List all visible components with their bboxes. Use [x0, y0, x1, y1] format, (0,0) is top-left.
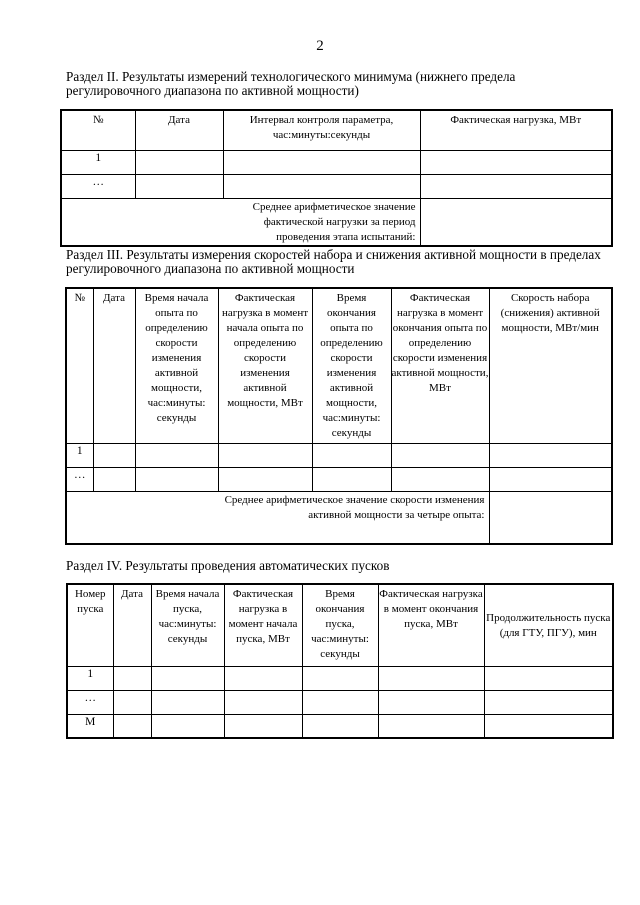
table-row-number: …	[61, 174, 135, 198]
table-cell	[224, 690, 302, 714]
table-cell	[302, 714, 378, 738]
table-row-number: 1	[61, 150, 135, 174]
table-cell	[223, 174, 420, 198]
table-cell	[312, 443, 391, 467]
col-header-duration: Продолжительность пуска (для ГТУ, ПГУ), мин	[484, 584, 613, 666]
table-cell	[484, 666, 613, 690]
table-cell	[378, 666, 484, 690]
table-cell	[484, 714, 613, 738]
col-header-date: Дата	[135, 110, 223, 150]
table-cell	[223, 150, 420, 174]
table-row-number: М	[67, 714, 113, 738]
table-cell	[151, 714, 224, 738]
table-row-number: …	[67, 690, 113, 714]
table-cell	[378, 714, 484, 738]
table-cell	[151, 690, 224, 714]
table-cell	[302, 690, 378, 714]
table-cell	[113, 690, 151, 714]
col-header-number: №	[66, 288, 93, 443]
table-row-number: 1	[66, 443, 93, 467]
table-row-number: 1	[67, 666, 113, 690]
section-2-table	[60, 109, 613, 247]
section-2-title: Раздел II. Результаты измерений технологического минимума (нижнего предела регулировочного диапазона по активной мощности)	[66, 69, 516, 98]
section-3-table	[65, 287, 613, 545]
col-header-end-time: Время окончания опыта по определению скорости изменения активной мощности, час:минуты: секунды	[312, 288, 391, 443]
col-header-end-load: Фактическая нагрузка в момент окончания пуска, МВт	[378, 584, 484, 666]
table-cell	[420, 174, 612, 198]
col-header-rate: Скорость набора (снижения) активной мощности, МВт/мин	[489, 288, 612, 443]
section-3-title: Раздел III. Результаты измерения скоростей набора и снижения активной мощности в пределах регулировочного диапазона по активной мощности	[66, 247, 601, 276]
table-cell	[489, 467, 612, 491]
table-cell	[135, 174, 223, 198]
table-cell	[93, 467, 135, 491]
col-header-start-time: Время начала пуска, час:минуты: секунды	[151, 584, 224, 666]
col-header-end-load: Фактическая нагрузка в момент окончания опыта по определению скорости изменения активной мощности, МВт	[391, 288, 489, 443]
table-cell	[484, 690, 613, 714]
col-header-start-time: Время начала опыта по определению скорости изменения активной мощности, час:минуты: секунды	[135, 288, 218, 443]
section-4-table	[66, 583, 614, 739]
table-cell	[218, 467, 312, 491]
table-cell	[113, 714, 151, 738]
table-cell	[378, 690, 484, 714]
col-header-date: Дата	[113, 584, 151, 666]
table-cell	[302, 666, 378, 690]
page-number: 2	[316, 38, 324, 54]
col-header-load: Фактическая нагрузка, МВт	[420, 110, 612, 150]
col-header-end-time: Время окончания пуска, час:минуты: секунды	[302, 584, 378, 666]
table-cell	[93, 443, 135, 467]
table-cell	[113, 666, 151, 690]
table-cell	[420, 150, 612, 174]
col-header-start-load: Фактическая нагрузка в момент начала пуска, МВт	[224, 584, 302, 666]
table-cell	[224, 714, 302, 738]
col-header-start-load: Фактическая нагрузка в момент начала опыта по определению скорости изменения активной мощности, МВт	[218, 288, 312, 443]
table-cell	[135, 150, 223, 174]
average-label: Среднее арифметическое значение скорости изменения активной мощности за четыре опыта:	[66, 491, 489, 544]
table-cell	[224, 666, 302, 690]
average-value	[489, 491, 612, 544]
col-header-number: №	[61, 110, 135, 150]
average-label: Среднее арифметическое значение фактической нагрузки за период проведения этапа испытаний:	[61, 198, 420, 246]
table-cell	[135, 443, 218, 467]
table-cell	[391, 443, 489, 467]
table-cell	[312, 467, 391, 491]
section-4-title: Раздел IV. Результаты проведения автоматических пусков	[66, 558, 390, 573]
table-cell	[391, 467, 489, 491]
col-header-launch-number: Номер пуска	[67, 584, 113, 666]
table-cell	[218, 443, 312, 467]
table-row-number: …	[66, 467, 93, 491]
col-header-interval: Интервал контроля параметра, час:минуты:секунды	[223, 110, 420, 150]
table-cell	[489, 443, 612, 467]
table-cell	[135, 467, 218, 491]
col-header-date: Дата	[93, 288, 135, 443]
table-cell	[151, 666, 224, 690]
average-value	[420, 198, 612, 246]
